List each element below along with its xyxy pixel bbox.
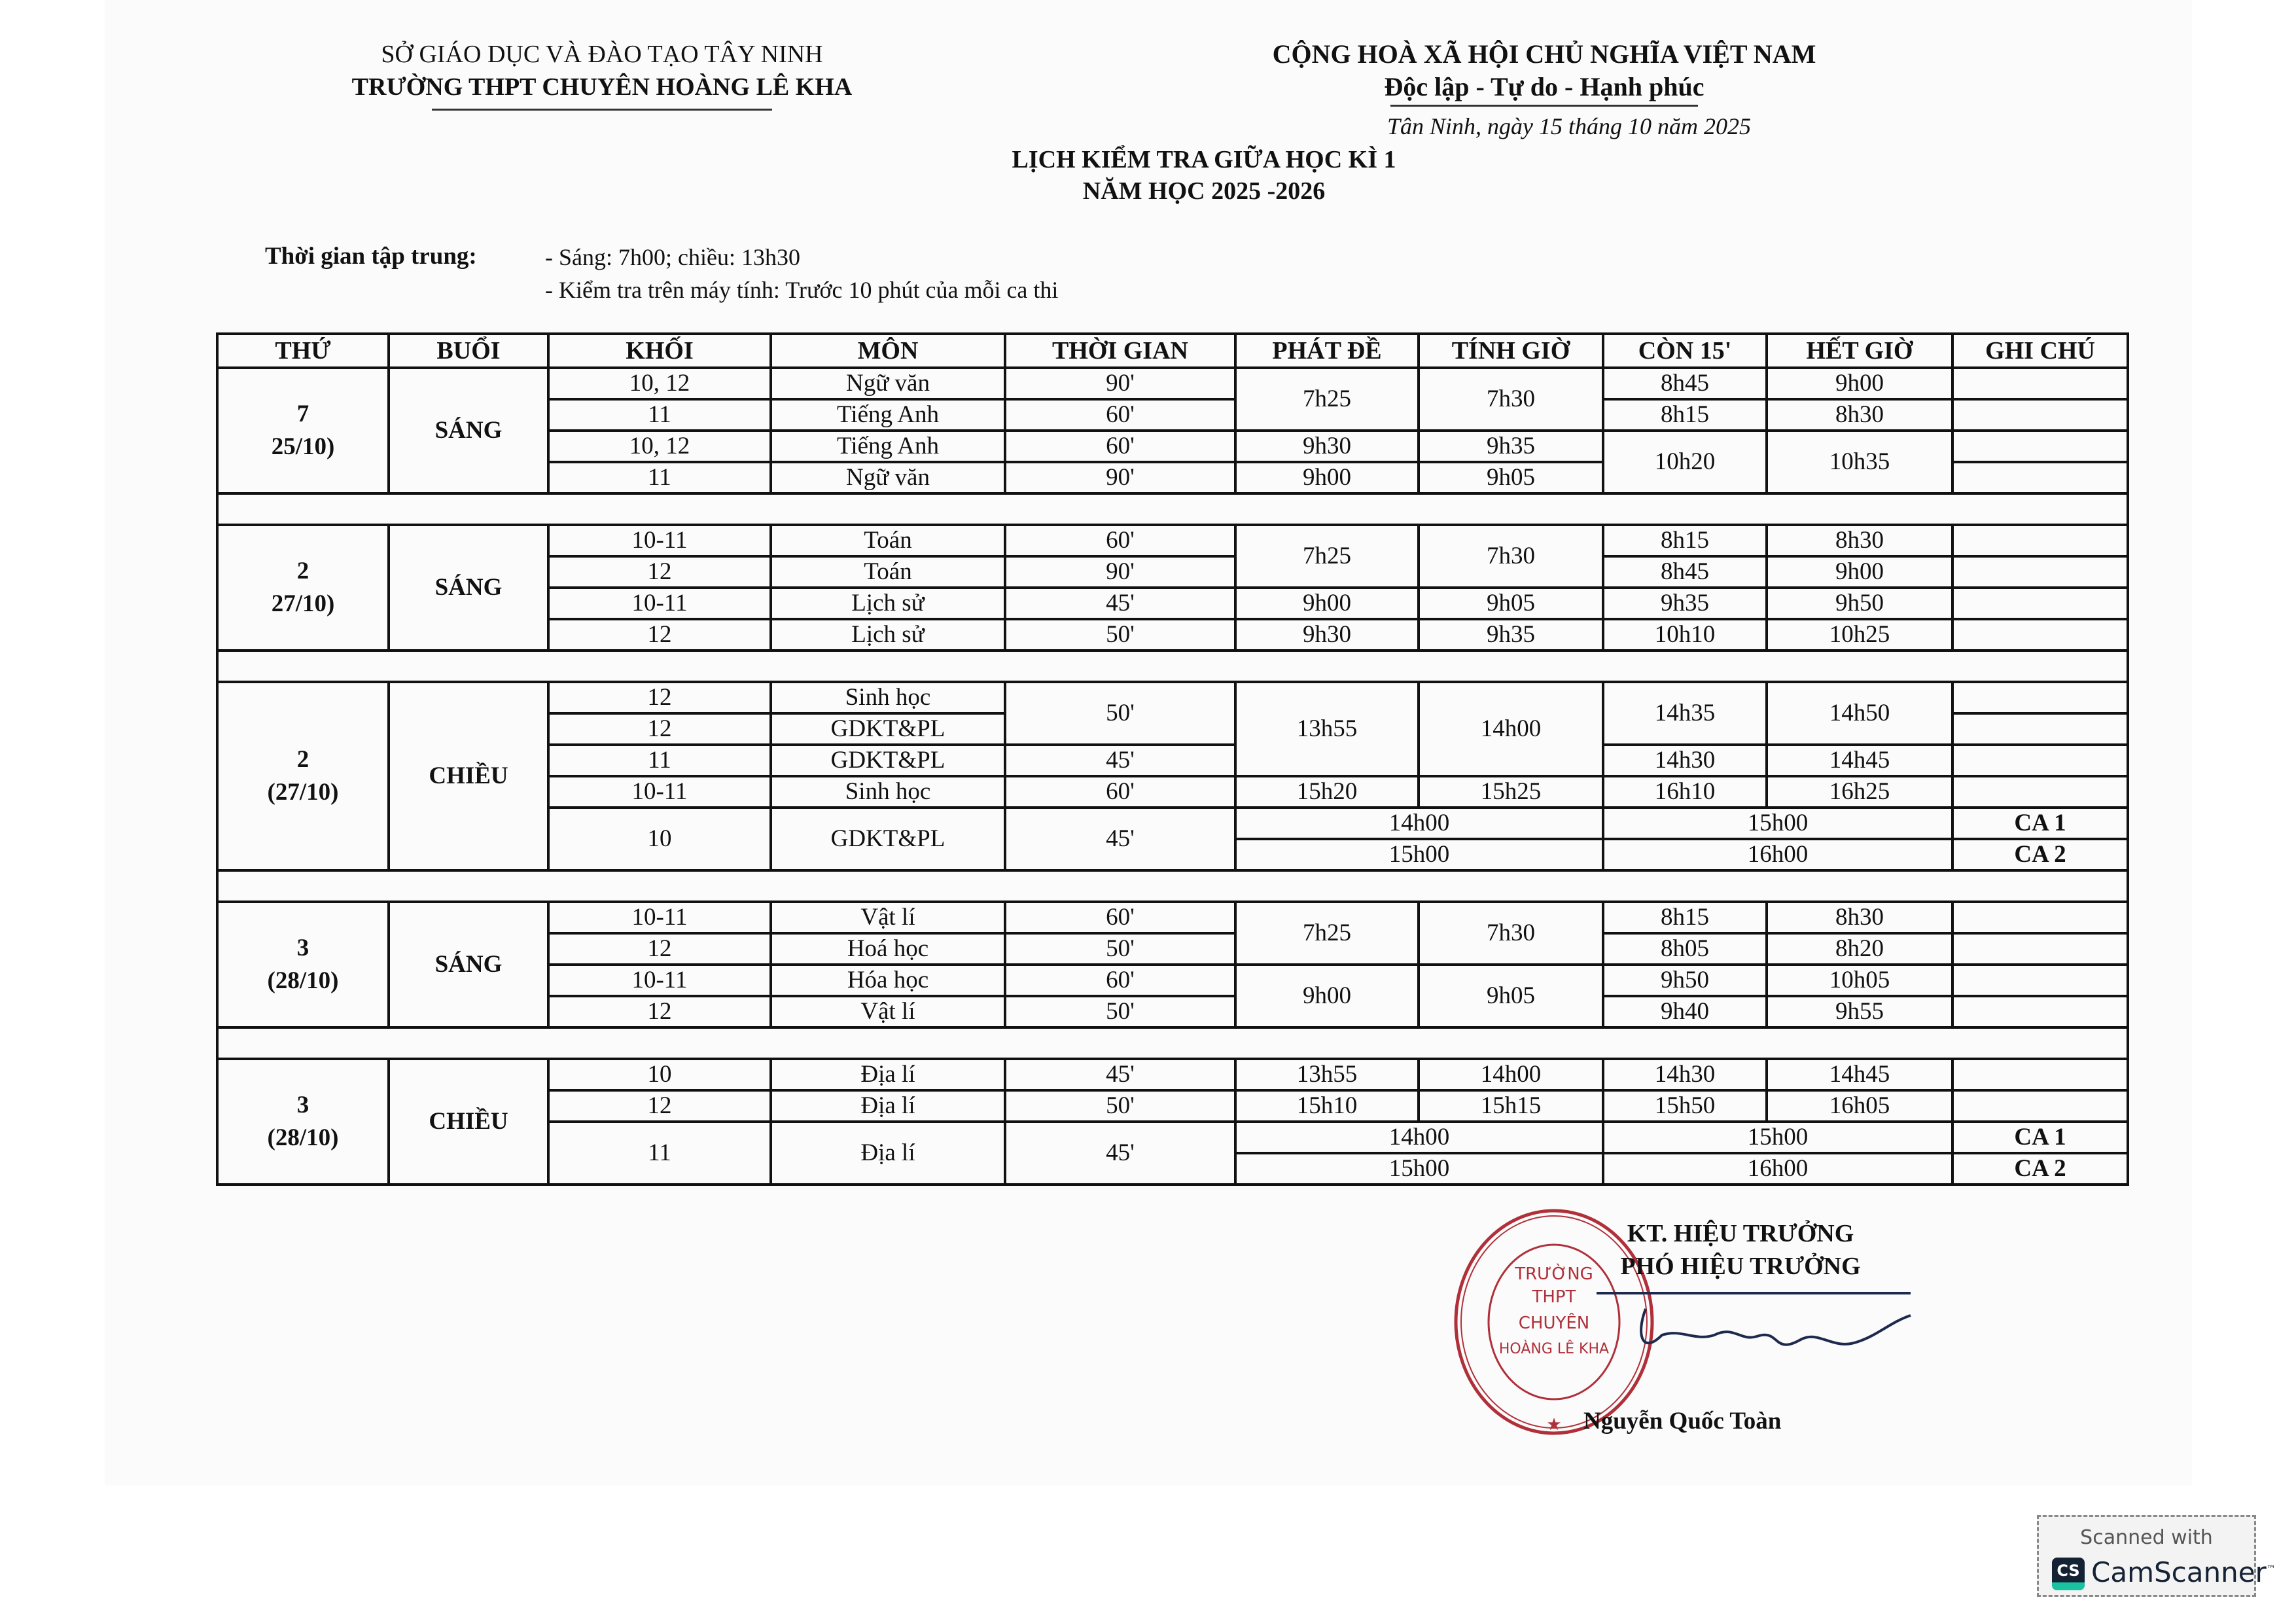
grade-cell: 11 — [548, 462, 771, 493]
duration-cell: 60' — [1005, 525, 1235, 556]
start-cell: 15h25 — [1419, 776, 1603, 808]
end-cell: 8h20 — [1767, 933, 1952, 965]
grade-cell: 12 — [548, 996, 771, 1027]
header-right — [1197, 38, 1891, 107]
day-date: (27/10) — [267, 779, 339, 806]
subject-cell: GDKT&PL — [771, 808, 1005, 870]
grade-cell: 12 — [548, 933, 771, 965]
end-cell: 14h45 — [1767, 745, 1952, 776]
duration-cell: 45' — [1005, 1059, 1235, 1090]
place-date: Tân Ninh, ngày 15 tháng 10 năm 2025 — [1387, 113, 1752, 139]
note-cell — [1952, 619, 2128, 651]
watermark-brand — [2091, 1556, 2276, 1588]
duration-cell: 45' — [1005, 588, 1235, 619]
subject-cell: Hoá học — [771, 933, 1005, 965]
motto: Độc lập - Tự do - Hạnh phúc — [1384, 72, 1704, 101]
grade-cell: 11 — [548, 399, 771, 431]
end-cell: 8h30 — [1767, 902, 1952, 933]
subject-cell: Lịch sử — [771, 588, 1005, 619]
note-cell — [1952, 933, 2128, 965]
hand-out-cell: 9h30 — [1235, 431, 1419, 462]
session-cell: CHIỀU — [389, 1059, 548, 1185]
spacer — [217, 651, 2128, 682]
subject-cell: Ngữ văn — [771, 368, 1005, 399]
trademark: ™ — [2266, 1564, 2276, 1575]
session-cell: SÁNG — [389, 902, 548, 1027]
end-cell: 10h35 — [1767, 431, 1952, 493]
subject-cell: Sinh học — [771, 776, 1005, 808]
start-cell: 7h30 — [1419, 902, 1603, 965]
duration-cell: 60' — [1005, 399, 1235, 431]
subject-cell: GDKT&PL — [771, 713, 1005, 745]
grade-cell: 12 — [548, 1090, 771, 1122]
shift-start-cell: 14h00 — [1235, 1122, 1603, 1153]
note-cell — [1952, 776, 2128, 808]
grade-cell: 11 — [548, 1122, 771, 1185]
watermark-top-text: Scanned with — [2080, 1526, 2213, 1549]
hand-out-cell: 9h00 — [1235, 462, 1419, 493]
day-cell — [217, 525, 389, 651]
note-cell — [1952, 399, 2128, 431]
day-cell — [217, 368, 389, 493]
remain15-cell: 15h50 — [1603, 1090, 1767, 1122]
stamp-inner-3: CHUYÊN — [1518, 1313, 1590, 1333]
spacer-row — [217, 493, 2128, 525]
start-cell: 9h05 — [1419, 588, 1603, 619]
grade-cell: 12 — [548, 556, 771, 588]
grade-cell: 10 — [548, 1059, 771, 1090]
department-name: SỞ GIÁO DỤC VÀ ĐÀO TẠO TÂY NINH — [381, 41, 823, 68]
logo-text: CS — [2057, 1561, 2080, 1580]
remain15-cell: 9h40 — [1603, 996, 1767, 1027]
start-cell: 9h05 — [1419, 965, 1603, 1027]
remain15-cell: 8h15 — [1603, 902, 1767, 933]
start-cell: 7h30 — [1419, 368, 1603, 431]
col-header-hand-out: PHÁT ĐỀ — [1235, 334, 1419, 368]
remain15-cell: 9h50 — [1603, 965, 1767, 996]
day-cell — [217, 902, 389, 1027]
signature-block — [1570, 1217, 1911, 1283]
note-cell — [1952, 525, 2128, 556]
end-cell: 10h25 — [1767, 619, 1952, 651]
duration-cell: 50' — [1005, 619, 1235, 651]
col-header-subject: MÔN — [771, 334, 1005, 368]
shift-start-cell: 14h00 — [1235, 808, 1603, 839]
duration-cell: 90' — [1005, 368, 1235, 399]
subject-cell: Ngữ văn — [771, 462, 1005, 493]
end-cell: 16h25 — [1767, 776, 1952, 808]
day-date: (28/10) — [267, 1124, 339, 1151]
duration-cell: 50' — [1005, 1090, 1235, 1122]
note-cell — [1952, 368, 2128, 399]
remain15-cell: 14h35 — [1603, 682, 1767, 745]
notes-label: Thời gian tập trung: — [265, 243, 477, 270]
stamp-inner-1: TRƯỜNG — [1515, 1264, 1593, 1284]
stamp-inner-2: THPT — [1532, 1287, 1576, 1307]
grade-cell: 10 — [548, 808, 771, 870]
grade-cell: 10, 12 — [548, 431, 771, 462]
subject-cell: Tiếng Anh — [771, 431, 1005, 462]
end-cell: 8h30 — [1767, 399, 1952, 431]
brand-text: CamScanner — [2091, 1556, 2267, 1588]
start-cell: 9h35 — [1419, 619, 1603, 651]
remain15-cell: 8h15 — [1603, 399, 1767, 431]
spacer — [217, 1027, 2128, 1059]
header-left — [308, 38, 896, 111]
hand-out-cell: 9h30 — [1235, 619, 1419, 651]
day-number: 2 — [296, 558, 309, 584]
col-header-note: GHI CHÚ — [1952, 334, 2128, 368]
col-header-session: BUỔI — [389, 334, 548, 368]
shift-start-cell: 15h00 — [1235, 1153, 1603, 1185]
session-cell: SÁNG — [389, 525, 548, 651]
col-header-day: THỨ — [217, 334, 389, 368]
col-header-duration: THỜI GIAN — [1005, 334, 1235, 368]
subject-cell: Toán — [771, 556, 1005, 588]
document-title — [851, 144, 1557, 207]
title-line-2: NĂM HỌC 2025 -2026 — [1082, 177, 1326, 205]
shift-end-cell: 16h00 — [1603, 839, 1952, 870]
duration-cell: 60' — [1005, 965, 1235, 996]
note-cell — [1952, 462, 2128, 493]
signer-name: Nguyễn Quốc Toàn — [1583, 1408, 1782, 1435]
hand-out-cell: 9h00 — [1235, 588, 1419, 619]
duration-cell: 60' — [1005, 776, 1235, 808]
subject-cell: Toán — [771, 525, 1005, 556]
col-header-remain-15: CÒN 15' — [1603, 334, 1767, 368]
spacer — [217, 870, 2128, 902]
grade-cell: 12 — [548, 682, 771, 713]
shift-note-cell: CA 2 — [1952, 1153, 2128, 1185]
spacer — [217, 493, 2128, 525]
grade-cell: 10-11 — [548, 902, 771, 933]
grade-cell: 10-11 — [548, 965, 771, 996]
note-cell — [1952, 588, 2128, 619]
note-cell — [1952, 556, 2128, 588]
camscanner-logo-icon — [2052, 1558, 2085, 1590]
shift-note-cell: CA 1 — [1952, 808, 2128, 839]
grade-cell: 11 — [548, 745, 771, 776]
subject-cell: Hóa học — [771, 965, 1005, 996]
subject-cell: Địa lí — [771, 1059, 1005, 1090]
remain15-cell: 8h45 — [1603, 556, 1767, 588]
handwritten-signature — [1583, 1289, 1924, 1361]
end-cell: 10h05 — [1767, 965, 1952, 996]
day-date: 25/10) — [271, 433, 335, 460]
start-cell: 9h05 — [1419, 462, 1603, 493]
table-row — [217, 1059, 2128, 1090]
subject-cell: GDKT&PL — [771, 745, 1005, 776]
day-cell — [217, 1059, 389, 1185]
start-cell: 14h00 — [1419, 1059, 1603, 1090]
table-row — [217, 902, 2128, 933]
end-cell: 9h50 — [1767, 588, 1952, 619]
note-cell — [1952, 745, 2128, 776]
title-line-1: LỊCH KIỂM TRA GIỮA HỌC KÌ 1 — [1012, 146, 1396, 173]
subject-cell: Vật lí — [771, 902, 1005, 933]
grade-cell: 10, 12 — [548, 368, 771, 399]
table-row — [217, 682, 2128, 713]
star-icon: ★ — [1546, 1415, 1562, 1435]
day-number: 2 — [296, 746, 309, 773]
spacer-row — [217, 1027, 2128, 1059]
start-cell: 9h35 — [1419, 431, 1603, 462]
subject-cell: Vật lí — [771, 996, 1005, 1027]
note-line-2: - Kiểm tra trên máy tính: Trước 10 phút của mỗi ca thi — [545, 277, 1059, 303]
col-header-start: TÍNH GIỜ — [1419, 334, 1603, 368]
duration-cell: 60' — [1005, 431, 1235, 462]
duration-cell: 90' — [1005, 556, 1235, 588]
shift-end-cell: 15h00 — [1603, 808, 1952, 839]
start-cell: 14h00 — [1419, 682, 1603, 776]
hand-out-cell: 7h25 — [1235, 525, 1419, 588]
duration-cell: 50' — [1005, 996, 1235, 1027]
remain15-cell: 8h05 — [1603, 933, 1767, 965]
end-cell: 14h50 — [1767, 682, 1952, 745]
shift-end-cell: 15h00 — [1603, 1122, 1952, 1153]
notes — [545, 241, 1058, 306]
shift-note-cell: CA 2 — [1952, 839, 2128, 870]
grade-cell: 12 — [548, 619, 771, 651]
hand-out-cell: 15h20 — [1235, 776, 1419, 808]
camscanner-watermark — [2037, 1515, 2276, 1597]
note-cell — [1952, 431, 2128, 462]
day-number: 3 — [296, 935, 309, 961]
remain15-cell: 10h10 — [1603, 619, 1767, 651]
table-header-row — [217, 334, 2128, 368]
duration-cell: 90' — [1005, 462, 1235, 493]
shift-start-cell: 15h00 — [1235, 839, 1603, 870]
duration-cell: 50' — [1005, 682, 1235, 745]
spacer-row — [217, 870, 2128, 902]
hand-out-cell: 15h10 — [1235, 1090, 1419, 1122]
duration-cell: 45' — [1005, 1122, 1235, 1185]
shift-end-cell: 16h00 — [1603, 1153, 1952, 1185]
hand-out-cell: 9h00 — [1235, 965, 1419, 1027]
subject-cell: Lịch sử — [771, 619, 1005, 651]
hand-out-cell: 13h55 — [1235, 1059, 1419, 1090]
grade-cell: 10-11 — [548, 525, 771, 556]
day-number: 3 — [296, 1092, 309, 1118]
subject-cell: Địa lí — [771, 1090, 1005, 1122]
end-cell: 9h00 — [1767, 368, 1952, 399]
duration-cell: 45' — [1005, 808, 1235, 870]
remain15-cell: 8h45 — [1603, 368, 1767, 399]
end-cell: 9h55 — [1767, 996, 1952, 1027]
note-cell — [1952, 1059, 2128, 1090]
duration-cell: 50' — [1005, 933, 1235, 965]
note-cell — [1952, 1090, 2128, 1122]
divider — [1390, 105, 1698, 107]
grade-cell: 10-11 — [548, 588, 771, 619]
day-cell — [217, 682, 389, 870]
remain15-cell: 16h10 — [1603, 776, 1767, 808]
remain15-cell: 8h15 — [1603, 525, 1767, 556]
remain15-cell: 10h20 — [1603, 431, 1767, 493]
signature-title-1: KT. HIỆU TRƯỞNG — [1627, 1220, 1854, 1247]
end-cell: 9h00 — [1767, 556, 1952, 588]
exam-schedule-table — [216, 332, 2129, 1186]
hand-out-cell: 7h25 — [1235, 902, 1419, 965]
day-date: (28/10) — [267, 967, 339, 994]
start-cell: 7h30 — [1419, 525, 1603, 588]
school-name: TRƯỜNG THPT CHUYÊN HOÀNG LÊ KHA — [351, 73, 853, 101]
note-cell — [1952, 965, 2128, 996]
stamp-inner-4: HOÀNG LÊ KHA — [1498, 1341, 1610, 1357]
duration-cell: 60' — [1005, 902, 1235, 933]
duration-cell: 45' — [1005, 745, 1235, 776]
day-number: 7 — [296, 401, 309, 427]
remain15-cell: 14h30 — [1603, 745, 1767, 776]
note-cell — [1952, 902, 2128, 933]
day-date: 27/10) — [271, 590, 335, 617]
table-row — [217, 525, 2128, 556]
note-cell — [1952, 713, 2128, 745]
grade-cell: 12 — [548, 713, 771, 745]
signature-title-2: PHÓ HIỆU TRƯỞNG — [1620, 1253, 1861, 1280]
hand-out-cell: 13h55 — [1235, 682, 1419, 776]
session-cell: SÁNG — [389, 368, 548, 493]
subject-cell: Tiếng Anh — [771, 399, 1005, 431]
shift-note-cell: CA 1 — [1952, 1122, 2128, 1153]
end-cell: 14h45 — [1767, 1059, 1952, 1090]
col-header-grade: KHỐI — [548, 334, 771, 368]
note-cell — [1952, 996, 2128, 1027]
subject-cell: Địa lí — [771, 1122, 1005, 1185]
col-header-end: HẾT GIỜ — [1767, 334, 1952, 368]
hand-out-cell: 7h25 — [1235, 368, 1419, 431]
start-cell: 15h15 — [1419, 1090, 1603, 1122]
session-cell: CHIỀU — [389, 682, 548, 870]
end-cell: 8h30 — [1767, 525, 1952, 556]
remain15-cell: 14h30 — [1603, 1059, 1767, 1090]
note-cell — [1952, 682, 2128, 713]
end-cell: 16h05 — [1767, 1090, 1952, 1122]
spacer-row — [217, 651, 2128, 682]
note-line-1: - Sáng: 7h00; chiều: 13h30 — [545, 244, 800, 270]
remain15-cell: 9h35 — [1603, 588, 1767, 619]
subject-cell: Sinh học — [771, 682, 1005, 713]
country-name: CỘNG HOÀ XÃ HỘI CHỦ NGHĨA VIỆT NAM — [1272, 39, 1816, 69]
grade-cell: 10-11 — [548, 776, 771, 808]
table-row — [217, 368, 2128, 399]
divider — [432, 109, 772, 111]
